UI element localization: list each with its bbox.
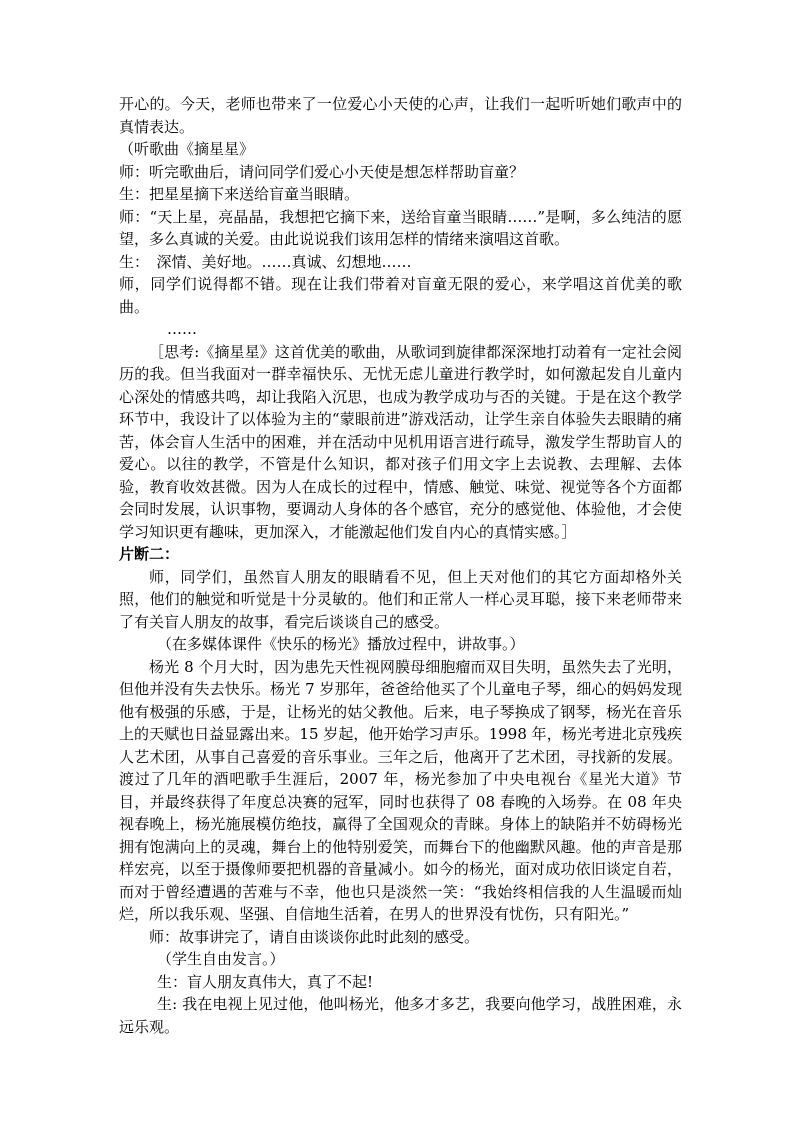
paragraph-teacher-question: 师：听完歌曲后，请问同学们爱心小天使是想怎样帮助盲童？ — [119, 162, 525, 181]
paragraph-free-speech: （学生自由发言。） — [157, 950, 285, 968]
paragraph-student-emotion: 生： 深情、美好地。……真诚、幻想地…… — [119, 252, 412, 271]
paragraph-teacher-praise: 师，同学们说得都不错。现在让我们带着对盲童无限的爱心，来学唱这首优美的歌曲。 — [119, 275, 682, 316]
paragraph-teacher-intro-story: 师，同学们，虽然盲人朋友的眼睛看不见，但上天对他们的其它方面却格外关照，他们的触觉和听觉是十分灵敏的。他们和正常人一样心灵耳聪，接下来老师带来了有关盲人朋友的故事，看完后谈谈自己的感受。 — [119, 567, 682, 631]
paragraph-song-cue: （听歌曲《摘星星》 — [119, 140, 255, 158]
paragraph-student-answer: 生：把星星摘下来送给盲童当眼睛。 — [119, 185, 360, 203]
paragraph-ellipsis: …… — [167, 320, 197, 338]
paragraph-reflection: ［思考:《摘星星》这首优美的歌曲，从歌词到旋律都深深地打动着有一定社会阅历的我。但当我面对一群幸福快乐、无忧无虑儿童进行教学时，如何激起发自儿童内心深处的情感共鸣，却让我陷入沉思，也成为教学成功与否的关键。于是在这个教学环节中，我设计了以体验为主的“蒙眼前进”游戏活动，让学生亲自体验失去眼睛的痛苦，体会盲人生活中的困难，并在活动中见机用语言进行疏导，激发学生帮助盲人的爱心。以往的教学，不管是什么知识，都对孩子们用文字上去说教、去理解、去体验，教育收效甚微。因为人在成长的过程中，情感、触觉、味觉、视觉等各个方面都会同时发展，认识事物，要调动人身体的各个感官，充分的感觉他、体验他，才会使学习知识更有趣味，更加深入，才能激起他们发自内心的真情实感。］ — [119, 342, 682, 541]
section-heading-fragment-two: 片断二： — [119, 545, 180, 563]
paragraph-student-great: 生：盲人朋友真伟大，真了不起! — [157, 972, 374, 991]
paragraph-intro: 开心的。今天，老师也带来了一位爱心小天使的心声，让我们一起听听她们歌声中的真情表达。 — [119, 95, 682, 136]
paragraph-student-tv: 生: 我在电视上见过他，他叫杨光，他多才多艺，我要向他学习，战胜困难，永远乐观。 — [119, 995, 682, 1036]
paragraph-multimedia-cue: （在多媒体课件《快乐的杨光》播放过程中，讲故事。） — [157, 635, 525, 653]
paragraph-teacher-feeling: 师：故事讲完了，请自由谈谈你此时此刻的感受。 — [149, 927, 480, 946]
paragraph-yangguang-story: 杨光 8 个月大时，因为患先天性视网膜母细胞瘤而双目失明，虽然失去了光明，但他并没有失去快乐。杨光 7 岁那年，爸爸给他买了个儿童电子琴，细心的妈妈发现他有极强的乐感，于是，让杨光的姑父教他。后来，电子琴换成了钢琴，杨光在音乐上的天赋也日益显露出来。15 岁起，他开始学习声乐。1998 年，杨光考进北京残疾人艺术团，从事自己喜爱的音乐事业。三年之后，他离开了艺术团，寻找新的发展。渡过了几年的酒吧歌手生涯后，2007 年，杨光参加了中央电视台《星光大道》节目，并最终获得了年度总决赛的冠军，同时也获得了 08 春晚的入场券。在 08 年央视春晚上，杨光施展模仿绝技，赢得了全国观众的青睐。身体上的缺陷并不妨碍杨光拥有饱满向上的灵魂，舞台上的他特别爱笑，而舞台下的他幽默风趣。他的声音是那样宏亮，以至于摄像师要把机器的音量减小。如今的杨光，面对成功依旧谈定自若，而对于曾经遭遇的苦难与不幸，他也只是淡然一笑：“我始终相信我的人生温暖而灿烂，所以我乐观、坚强、自信地生活着，在男人的世界没有忧伤，只有阳光。” — [119, 657, 682, 923]
paragraph-teacher-lyric: 师：“天上星，亮晶晶，我想把它摘下来，送给盲童当眼睛……”是啊，多么纯洁的愿望，多么真诚的关爱。由此说说我们该用怎样的情绪来演唱这首歌。 — [119, 207, 682, 248]
